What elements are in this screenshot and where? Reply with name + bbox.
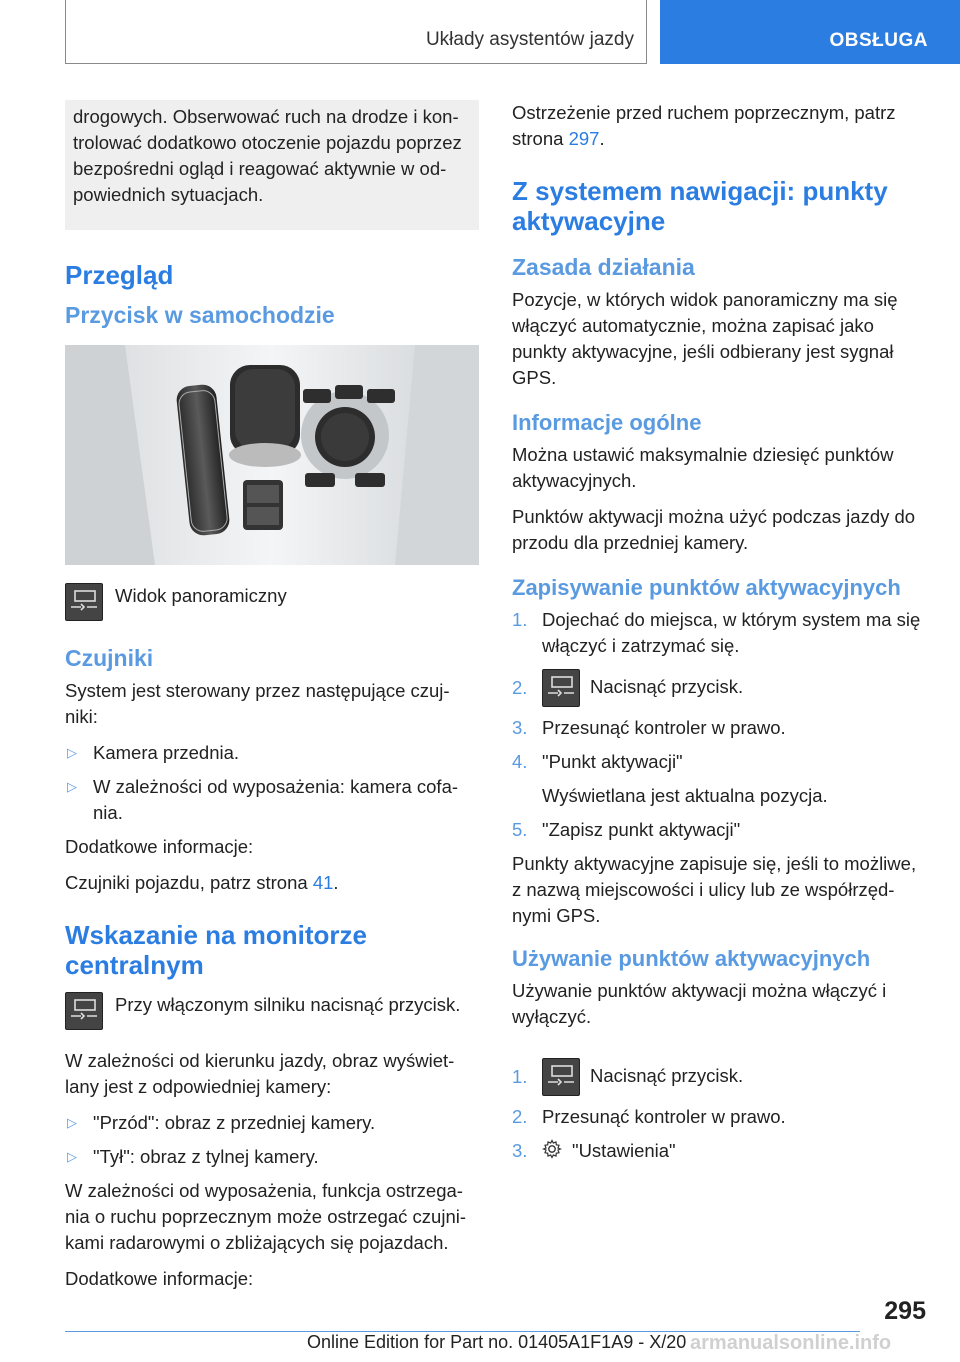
left-column (65, 100, 479, 1302)
nav-heading: Z systemem nawigacji: punkty aktywacyjne (512, 176, 888, 236)
step: 1. Dojechać do miejsca, w którym system ma się włączyć i zatrzymać się. (512, 609, 921, 656)
more-info-label: Dodatkowe informacje: (65, 1268, 254, 1289)
panorama-view-icon (65, 992, 103, 1030)
center-console-photo (65, 345, 479, 565)
display-instruction: Przy włączonym silniku nacisnąć przycisk. (115, 994, 461, 1015)
step: 1. Nacisnąć przycisk. (512, 1058, 928, 1096)
display-heading: Wskazanie na monitorze centralnym (65, 920, 367, 980)
use-heading: Używanie punktów aktywacyjnych (512, 946, 871, 971)
warning-reference: Ostrzeżenie przed ruchem poprzecznym, patrz strona 297. (512, 102, 896, 149)
principle-heading: Zasada działania (512, 254, 695, 280)
general-text: Punktów aktywacji można użyć podczas jazdy do przodu dla przedniej kamery. (512, 506, 916, 553)
console-illustration (65, 345, 479, 565)
right-column (512, 100, 928, 1174)
panorama-button-row (65, 583, 479, 621)
display-instruction-row (65, 992, 479, 1030)
panorama-view-icon (65, 583, 103, 621)
step: 2. Nacisnąć przycisk. (512, 669, 928, 707)
display-text: W zależności od kierunku jazdy, obraz wyświet-lany jest z odpowiedniej kamery: (65, 1050, 455, 1097)
page-link[interactable]: 41 (312, 872, 334, 893)
step: 4. "Punkt aktywacji" Wyświetlana jest aktualna pozycja. (512, 751, 828, 806)
list-item: ▷ "Tył": obraz z tylnej kamery. (67, 1146, 319, 1167)
step: 2. Przesunąć kontroler w prawo. (512, 1106, 786, 1127)
save-steps (512, 607, 928, 843)
header-title: Układy asystentów jazdy (425, 29, 634, 50)
gear-icon (542, 1139, 562, 1166)
note-line: powiednich sytuacjach. (73, 184, 264, 205)
panorama-caption: Widok panoramiczny (115, 585, 287, 606)
sensors-reference: Czujniki pojazdu, patrz strona 41. (65, 872, 339, 893)
cross-traffic-text: W zależności od wyposażenia, funkcja ostrzega-nia o ruchu poprzecznym może ostrzegać czujni-kami radarowymi o zbliżających się pojazdach. (65, 1180, 467, 1253)
panorama-view-icon (542, 669, 580, 707)
use-text: Używanie punktów aktywacji można włączyć i wyłączyć. (512, 980, 887, 1027)
panorama-view-icon (542, 1058, 580, 1096)
step: 3. "Ustawienia" (512, 1138, 928, 1166)
note-line: trolować dodatkowo otoczenie pojazdu poprzez (73, 132, 462, 153)
general-text: Można ustawić maksymalnie dziesięć punktów aktywacyjnych. (512, 444, 894, 491)
list-item: ▷ "Przód": obraz z przedniej kamery. (67, 1112, 376, 1133)
watermark: armanualsonline.info (690, 1332, 892, 1354)
sensors-heading: Czujniki (65, 645, 154, 671)
overview-heading: Przegląd (65, 260, 174, 290)
button-heading: Przycisk w samochodzie (65, 302, 335, 328)
save-heading: Zapisywanie punktów aktywacyjnych (512, 575, 901, 600)
warning-note (65, 100, 479, 230)
section-tab-label: OBSŁUGA (829, 30, 928, 51)
general-heading: Informacje ogólne (512, 410, 702, 435)
header-bar (65, 0, 647, 64)
save-text: Punkty aktywacyjne zapisuje się, jeśli to możliwe, z nazwą miejscowości i ulicy lub ze współrzęd-nymi GPS. (512, 853, 917, 926)
step: 3. Przesunąć kontroler w prawo. (512, 717, 786, 738)
page-number: 295 (884, 1297, 926, 1325)
step: 5. "Zapisz punkt aktywacji" (512, 819, 741, 840)
sensors-intro: System jest sterowany przez następujące czuj-niki: (65, 680, 450, 727)
list-item: ▷ W zależności od wyposażenia: kamera cofa-nia. (67, 776, 459, 823)
edition-text: Online Edition for Part no. 01405A1F1A9 - X/20 (307, 1332, 687, 1352)
use-steps (512, 1058, 928, 1166)
principle-text: Pozycje, w których widok panoramiczny ma się włączyć automatycznie, można zapisać jako punkty aktywacyjne, jeśli odbierany jest sygnał GPS. (512, 289, 898, 388)
more-info-label: Dodatkowe informacje: (65, 836, 254, 857)
note-line: bezpośredni ogląd i reagować aktywnie w od- (73, 158, 447, 179)
display-list (65, 1110, 479, 1170)
page-link[interactable]: 297 (568, 128, 600, 149)
list-item: ▷ Kamera przednia. (67, 742, 240, 763)
section-tab (660, 0, 960, 64)
note-line: drogowych. Obserwować ruch na drodze i kon- (73, 106, 459, 127)
sensors-list (65, 740, 479, 826)
